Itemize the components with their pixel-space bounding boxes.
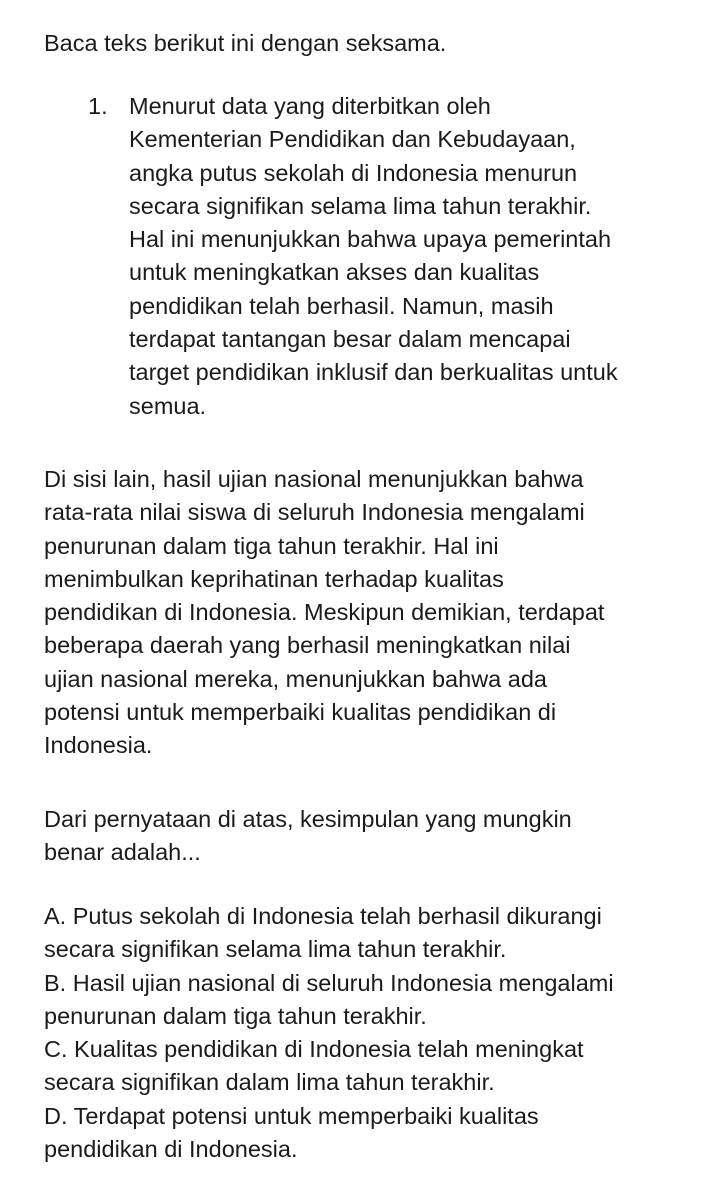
passage-2-line: Indonesia. [44,732,153,759]
passage-1-line: untuk meningkatkan akses dan kualitas [129,259,540,286]
passage-1-line: semua. [129,392,207,419]
option-a-line: A. Putus sekolah di Indonesia telah berhasil dikurangi [44,903,602,929]
option-d [44,1100,694,1167]
option-c-line: C. Kualitas pendidikan di Indonesia telah meningkat [44,1036,584,1063]
passage-1-line: angka putus sekolah di Indonesia menurun [129,159,578,186]
passage-2-text [44,463,694,763]
passage-1-line: Hal ini menunjukkan bahwa upaya pemerintah [129,226,612,253]
option-d-line: pendidikan di Indonesia. [44,1136,298,1163]
passage-1-line: Kementerian Pendidikan dan Kebudayaan, [129,126,576,153]
option-b [44,967,694,1034]
list-number: 1. [88,93,108,119]
question-line: benar adalah... [44,839,201,866]
passage-1-line: pendidikan telah berhasil. Namun, masih [129,292,554,319]
option-c-line: secara signifikan dalam lima tahun terakhir. [44,1069,495,1096]
passage-2-line: Di sisi lain, hasil ujian nasional menunjukkan bahwa [44,466,584,492]
passage-1-line: target pendidikan inklusif dan berkualitas untuk [129,359,618,386]
passage-2-line: rata-rata nilai siswa di seluruh Indonesia mengalami [44,499,585,526]
instruction-text: Baca teks berikut ini dengan seksama. [44,30,447,56]
passage-2-line: ujian nasional mereka, menunjukkan bahwa ada [44,665,547,692]
passage-1-line: Menurut data yang diterbitkan oleh [129,93,491,119]
passage-2-line: potensi untuk memperbaiki kualitas pendidikan di [44,699,557,726]
passage-2-line: pendidikan di Indonesia. Meskipun demikian, terdapat [44,599,605,626]
question-line: Dari pernyataan di atas, kesimpulan yang mungkin [44,806,572,832]
option-b-line: B. Hasil ujian nasional di seluruh Indonesia mengalami [44,969,614,996]
passage-1-text [129,90,689,423]
option-d-line: D. Terdapat potensi untuk memperbaiki kualitas [44,1102,539,1129]
passage-2-line: penurunan dalam tiga tahun terakhir. Hal ini [44,532,499,559]
option-b-line: penurunan dalam tiga tahun terakhir. [44,1002,427,1029]
option-c [44,1033,694,1100]
option-a-line: secara signifikan selama lima tahun terakhir. [44,936,507,963]
option-a [44,900,694,967]
passage-2-line: beberapa daerah yang berhasil meningkatkan nilai [44,632,571,659]
question-text [44,803,694,870]
passage-1-line: secara signifikan selama lima tahun terakhir. [129,192,592,219]
passage-1-line: terdapat tantangan besar dalam mencapai [129,326,571,353]
passage-2-line: menimbulkan keprihatinan terhadap kualitas [44,565,504,592]
answer-options [44,900,694,1166]
